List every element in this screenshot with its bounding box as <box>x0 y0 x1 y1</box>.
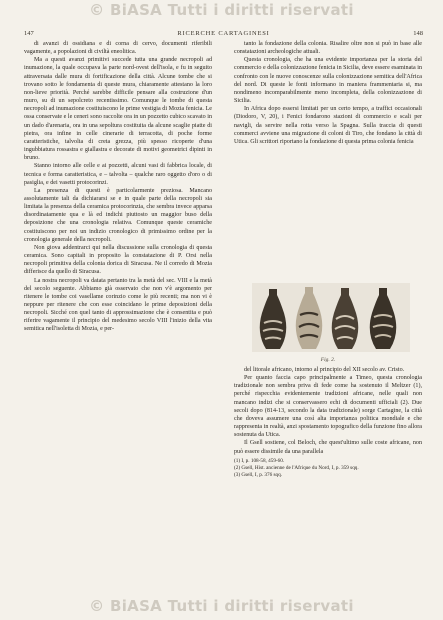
paragraph: di avanzi di ossidiana e di corna di cervo, documenti riferibili vagamente, a popolazioni di civiltà eneolitica. <box>24 41 212 56</box>
footnote: (3) Gsell, I, p. 376 sqq. <box>234 471 282 478</box>
paragraph: La presenza di questi è particolarmente preziosa. Mancano assolutamente tali da dichiararsi se e in quale parte della necropoli sia limitata la presenza della ceramica protocorinzia, che sembra invece apparsa disordinatamente qua e là ed indichi piuttosto un maggior buso della deposizione che una cronologia relativa. Comunque queste ceramiche costituiscono per noi un indizio cronologico di primissimo ordine per la cronologia generale della necropoli. <box>24 187 212 243</box>
paragraph: Non giova addentrarci qui nella discussione sulla cronologia di questa ceramica. Sono capitali in proposito la constatazione di P. Orsi nella necropoli primitiva della colonia dorica di Siracusa. Ne il corredo di Mozia differisce da quello di Siracusa. <box>24 244 212 276</box>
paragraph: Stanno intorno alle celle e ai pozzetti, alcuni vasi di fabbrica locale, di tecnica e forma caratteristica, e – talvolta – qualche raro oggetto d'oro o di pasiglia, e dei vasetti protocorinzi. <box>24 163 212 186</box>
running-title: RICERCHE CARTAGINESI <box>177 30 270 37</box>
vase-2 <box>296 287 323 349</box>
footnote: (2) Gsell, Hist. ancienne de l'Afrique du Nord, I, p. 359 sqq. <box>234 464 359 471</box>
vase-1 <box>260 289 287 349</box>
page-number-right: 148 <box>413 30 423 37</box>
vase-3 <box>332 288 359 349</box>
right-column-lower <box>234 366 422 479</box>
paragraph: del litorale africano, intorno al principio del XII secolo av. Cristo. <box>244 367 405 373</box>
left-column <box>24 40 212 334</box>
footnotes <box>234 458 422 479</box>
watermark-bottom: © BiASA Tutti i diritti riservati <box>89 597 354 615</box>
right-column-upper <box>234 40 422 146</box>
footnote: (1) I, p. 108-58, 459-60. <box>234 457 285 464</box>
paragraph: Ma a questi avanzi primitivi succede tutta una grande necropoli ad inumazione, la quale occupava la parte nord-ovest dell'isola, e fu in seguito attraversata dalle mura di fortificazione della città. Alcune tombe che si trovano sotto le fondamenta di queste mura, chiaramente attestano la loro non-lieve priorità. Perché sarebbe difficile pensare alla costruzione d'un muro, su di un sepolcreto recentissimo. Comunque le tombe di questa necropoli ad inumazione costituiscono le prime vestigia di Mozia fenicia. Le ossa conservate e le ceneri sono raccolte ora in un pozzetto cubico scavato in un dado d'arenaria, ora in una sepoltura costituita da alcune scaglie piatte di pietra, ora infine in celle cinerarie di terracotta, di poche forme caratteristiche, talvolta di creta grezza, più spesso ricoperte d'una ingubbiatura rossastra e giallastra e decorate di motivi geometrici dipinti in bruno. <box>24 57 212 162</box>
figure-caption: Fig. 2. <box>320 357 336 363</box>
paragraph: La nostra necropoli va datata pertanto tra la metà del sec. VIII e la metà del secolo seguente. Abbiamo già osservato che non v'è argomento per ritenere le tombe coi vasellame corinzio come le più recenti; ma non vi è neppure per ritenere che con esse coincidano le prime deposizioni della necropoli. Sicché con quel tanto di approssimazione che è consentita e può riferire vagamente il principio del medesimo secolo VIII l'inizio della vita semitica nell'isoletta di Mozia, e per- <box>24 277 212 333</box>
paragraph: Questa cronologia, che ha una evidente importanza per la storia del commercio e della colonizzazione fenicia in Sicilia, deve essere esaminata in confronto con le nuove conoscenze sulla colonizzazione semitica dell'Africa del nord. Di queste le fonti informano in maniera frammentaria si, ma nondimeno incomparabilmente meno incompleta, della colonizzazione di Sicilia. <box>234 57 422 105</box>
paragraph: Per quanto faccia capo principalmente a Timeo, questa cronologia tradizionale non sembra priva di fede come ha sostenuto il Meltzer (1), perché rispecchia evidentemente tradizioni africane, nelle quali non mancano indizi che si conservassero echi di documenti ufficiali (2). Due secoli dopo (814-13, secondo la data tradizionale) sorge Cartagine, la città che doveva assumere una così alta importanza politica mondiale e che rappresenta in realtà, anzi spostamento topografico della funzione fino allora sostenuta da Utica. <box>234 375 422 439</box>
vase-4 <box>370 288 397 349</box>
paragraph: tanto la fondazione della colonia. Risalire oltre non si può in base alle constatazioni archeologiche attuali. <box>234 41 422 56</box>
paragraph: In Africa dopo essersi limitati per un certo tempo, a traffici occasionali (Diodoro, V, 20), i Fenici fondarono stazioni di commercio e scali per navigli, da servire nella rotta verso la Spagna. Sulla traccia di questi commerci avviene una migrazione di coloni di Tiro, che fondano la città di Utica. Gli scrittori riportano la fondazione di questa prima colonia fenicia <box>234 106 422 145</box>
page-number-left: 147 <box>24 30 34 37</box>
vases-photograph <box>252 283 410 352</box>
vases-image <box>252 283 410 352</box>
watermark-top: © BiASA Tutti i diritti riservati <box>89 1 354 19</box>
paragraph: Il Gsell sostiene, col Beloch, che quest'ultimo sulle coste africane, non può essere dissimile da una parallela <box>234 440 422 455</box>
